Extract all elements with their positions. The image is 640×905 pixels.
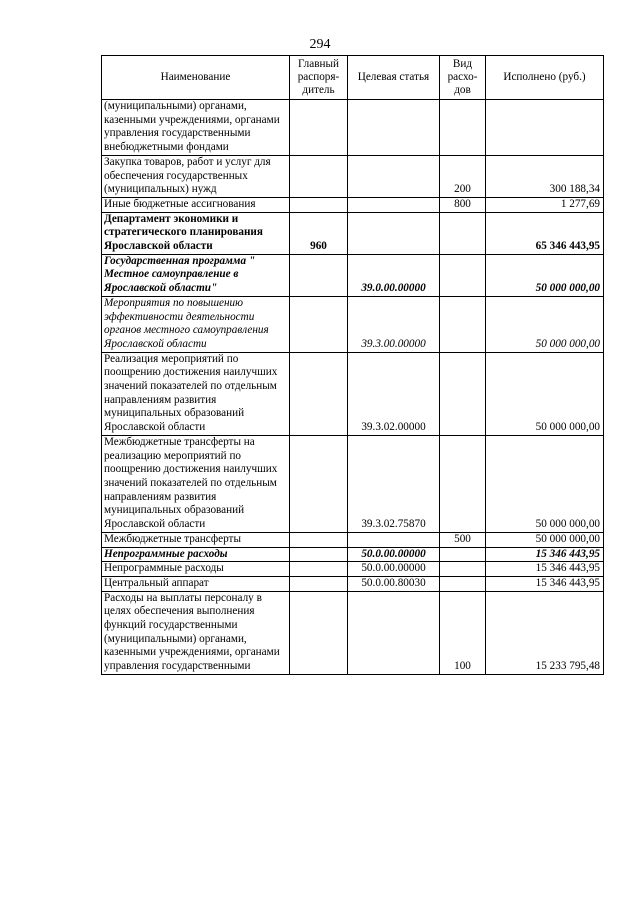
cell-main-manager (290, 100, 348, 156)
cell-expense-type (440, 352, 486, 435)
cell-main-manager (290, 254, 348, 296)
table-row (102, 352, 604, 435)
cell-name: Мероприятия по повышению эффективности деятельности органов местного самоуправления Ярославской области (102, 296, 290, 352)
cell-main-manager (290, 296, 348, 352)
cell-expense-type (440, 296, 486, 352)
cell-target-article (348, 197, 440, 212)
header-expense-type: Вид расхо-дов (440, 56, 486, 100)
cell-name: Государственная программа " Местное самоуправление в Ярославской области" (102, 254, 290, 296)
header-target-article: Целевая статья (348, 56, 440, 100)
table-row (102, 155, 604, 197)
cell-name: Межбюджетные трансферты на реализацию мероприятий по поощрению достижения наилучших значений показателей по отдельным направлениям развития муниципальных образований Ярославской области (102, 435, 290, 532)
cell-name: Расходы на выплаты персоналу в целях обеспечения выполнения функций государственными (муниципальными) органами, казенными учреждениями, органами управления государственными (102, 591, 290, 674)
cell-main-manager (290, 532, 348, 547)
cell-executed: 15 346 443,95 (486, 547, 604, 562)
budget-table (101, 55, 604, 675)
table-row (102, 576, 604, 591)
cell-target-article (348, 591, 440, 674)
header-executed: Исполнено (руб.) (486, 56, 604, 100)
cell-target-article: 50.0.00.80030 (348, 576, 440, 591)
cell-executed: 300 188,34 (486, 155, 604, 197)
cell-target-article: 50.0.00.00000 (348, 547, 440, 562)
cell-executed: 15 346 443,95 (486, 562, 604, 577)
cell-expense-type (440, 562, 486, 577)
cell-target-article (348, 532, 440, 547)
page-number: 294 (309, 37, 331, 52)
table-row (102, 591, 604, 674)
table-row (102, 296, 604, 352)
table-header-row (102, 56, 604, 100)
cell-main-manager (290, 576, 348, 591)
cell-name: (муниципальными) органами, казенными учреждениями, органами управления государственными внебюджетными фондами (102, 100, 290, 156)
table-row (102, 197, 604, 212)
cell-name: Межбюджетные трансферты (102, 532, 290, 547)
cell-expense-type: 800 (440, 197, 486, 212)
cell-main-manager (290, 352, 348, 435)
table-row (102, 562, 604, 577)
header-name: Наименование (102, 56, 290, 100)
cell-main-manager (290, 197, 348, 212)
cell-expense-type (440, 212, 486, 254)
cell-name: Непрограммные расходы (102, 562, 290, 577)
cell-target-article: 39.3.02.00000 (348, 352, 440, 435)
cell-target-article: 39.0.00.00000 (348, 254, 440, 296)
cell-target-article: 50.0.00.00000 (348, 562, 440, 577)
cell-executed: 50 000 000,00 (486, 254, 604, 296)
cell-executed: 50 000 000,00 (486, 435, 604, 532)
cell-target-article (348, 155, 440, 197)
header-main-manager: Главный распоря-дитель (290, 56, 348, 100)
cell-name: Реализация мероприятий по поощрению достижения наилучших значений показателей по отдельным направлениям развития муниципальных образований Ярославской области (102, 352, 290, 435)
table-row (102, 100, 604, 156)
cell-expense-type: 100 (440, 591, 486, 674)
cell-expense-type: 200 (440, 155, 486, 197)
cell-executed: 15 233 795,48 (486, 591, 604, 674)
cell-target-article: 39.3.02.75870 (348, 435, 440, 532)
table-row (102, 212, 604, 254)
cell-main-manager: 960 (290, 212, 348, 254)
cell-expense-type (440, 547, 486, 562)
cell-expense-type (440, 576, 486, 591)
cell-executed: 15 346 443,95 (486, 576, 604, 591)
table-row (102, 435, 604, 532)
cell-executed: 1 277,69 (486, 197, 604, 212)
table-row (102, 532, 604, 547)
cell-name: Центральный аппарат (102, 576, 290, 591)
cell-target-article (348, 212, 440, 254)
cell-executed: 50 000 000,00 (486, 352, 604, 435)
table-row (102, 254, 604, 296)
cell-executed: 65 346 443,95 (486, 212, 604, 254)
cell-main-manager (290, 547, 348, 562)
cell-target-article: 39.3.00.00000 (348, 296, 440, 352)
cell-expense-type (440, 254, 486, 296)
cell-expense-type: 500 (440, 532, 486, 547)
cell-name: Закупка товаров, работ и услуг для обеспечения государственных (муниципальных) нужд (102, 155, 290, 197)
cell-expense-type (440, 435, 486, 532)
cell-executed (486, 100, 604, 156)
cell-main-manager (290, 435, 348, 532)
cell-main-manager (290, 155, 348, 197)
cell-executed: 50 000 000,00 (486, 532, 604, 547)
cell-name: Департамент экономики и стратегического планирования Ярославской области (102, 212, 290, 254)
cell-main-manager (290, 562, 348, 577)
cell-main-manager (290, 591, 348, 674)
cell-name: Иные бюджетные ассигнования (102, 197, 290, 212)
table-row (102, 547, 604, 562)
cell-name: Непрограммные расходы (102, 547, 290, 562)
cell-expense-type (440, 100, 486, 156)
cell-target-article (348, 100, 440, 156)
cell-executed: 50 000 000,00 (486, 296, 604, 352)
